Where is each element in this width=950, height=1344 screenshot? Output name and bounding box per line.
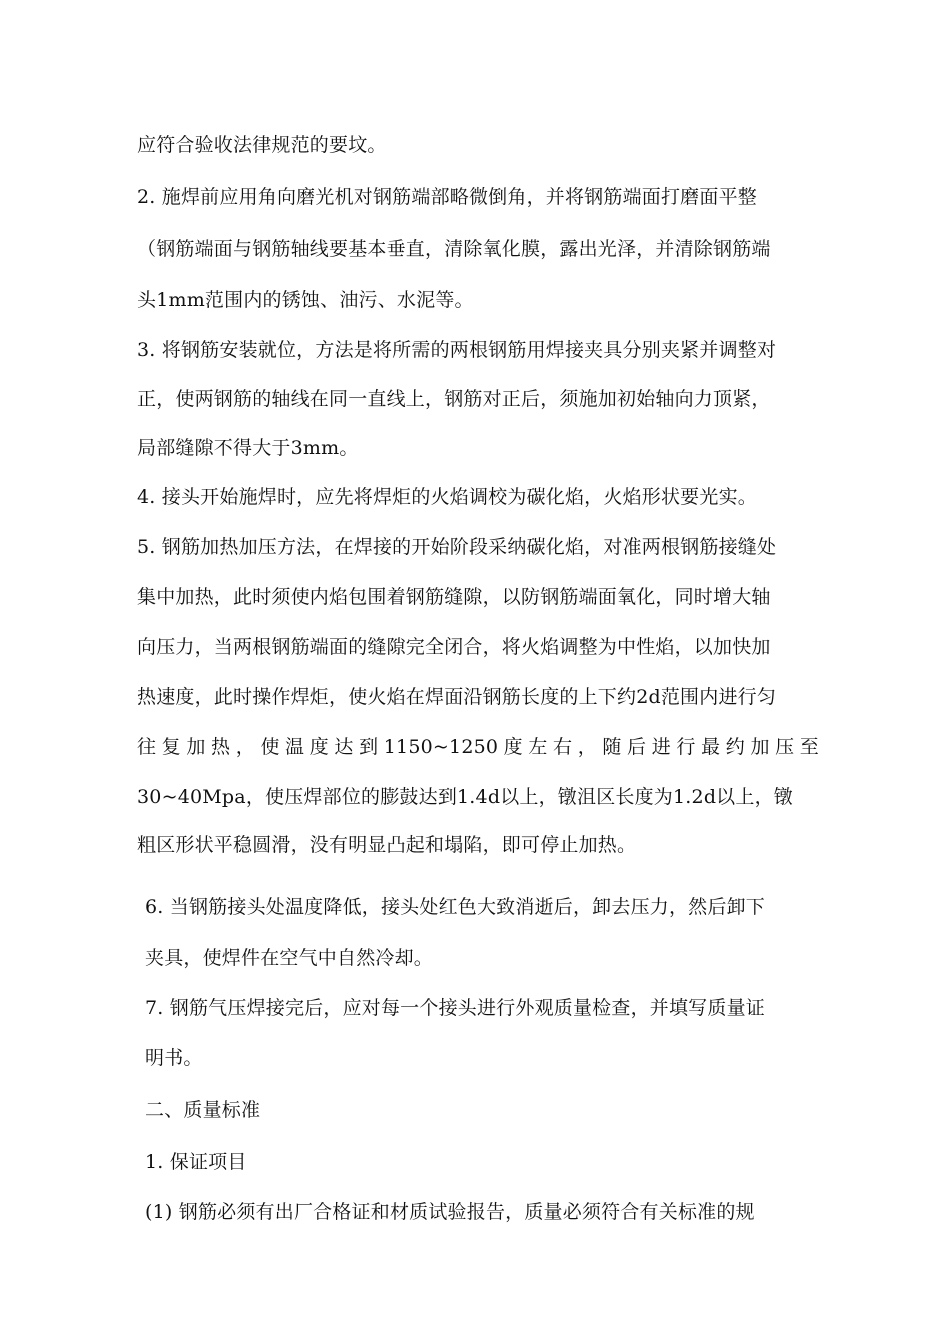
text-line: (1) 钢筋必须有出厂合格证和材质试验报告，质量必须符合有关标准的规 (145, 1201, 755, 1223)
text-line: 2. 施焊前应用角向磨光机对钢筋端部略微倒角，并将钢筋端面打磨面平整 (137, 186, 757, 208)
text-line: 头1mm范围内的锈蚀、油污、水泥等。 (137, 289, 474, 311)
text-line: 往复加热，使温度达到1150~1250度左右，随后进行最约加压至 (137, 736, 819, 758)
text-line: 3. 将钢筋安装就位，方法是将所需的两根钢筋用焊接夹具分别夹紧并调整对 (137, 339, 777, 361)
text-line: 应符合验收法律规范的要坟。 (137, 134, 387, 156)
text-line: 局部缝隙不得大于3mm。 (137, 437, 359, 459)
text-line: 7. 钢筋气压焊接完后，应对每一个接头进行外观质量检查，并填写质量证 (145, 997, 765, 1019)
section-heading: 二、质量标准 (145, 1099, 261, 1121)
text-line: 明书。 (145, 1047, 203, 1069)
text-line: 向压力，当两根钢筋端面的缝隙完全闭合，将火焰调整为中性焰，以加快加 (137, 636, 771, 658)
subsection-heading: 1. 保证项目 (145, 1151, 247, 1173)
text-line: 集中加热，此时须使内焰包围着钢筋缝隙，以防钢筋端面氧化，同时增大轴 (137, 586, 771, 608)
text-line: 正，使两钢筋的轴线在同一直线上，钢筋对正后，须施加初始轴向力顶紧， (137, 388, 771, 410)
text-line: 30~40Mpa，使压焊部位的膨鼓达到1.4d以上，镦沮区长度为1.2d以上，镦 (137, 786, 793, 808)
text-line: 夹具，使焊件在空气中自然冷却。 (145, 947, 434, 969)
text-line: 4. 接头开始施焊时，应先将焊炬的火焰调校为碳化焰，火焰形状要光实。 (137, 486, 757, 508)
text-line: 粗区形状平稳圆滑，没有明显凸起和塌陷，即可停止加热。 (137, 834, 637, 856)
text-line: （钢筋端面与钢筋轴线要基本垂直，清除氧化膜，露出光泽，并清除钢筋端 (137, 238, 771, 260)
text-line: 热速度，此时操作焊炬，使火焰在焊面沿钢筋长度的上下约2d范围内进行匀 (137, 686, 777, 708)
text-line: 6. 当钢筋接头处温度降低，接头处红色大致消逝后，卸去压力，然后卸下 (145, 896, 765, 918)
text-line: 5. 钢筋加热加压方法，在焊接的开始阶段采纳碳化焰，对准两根钢筋接缝处 (137, 536, 777, 558)
